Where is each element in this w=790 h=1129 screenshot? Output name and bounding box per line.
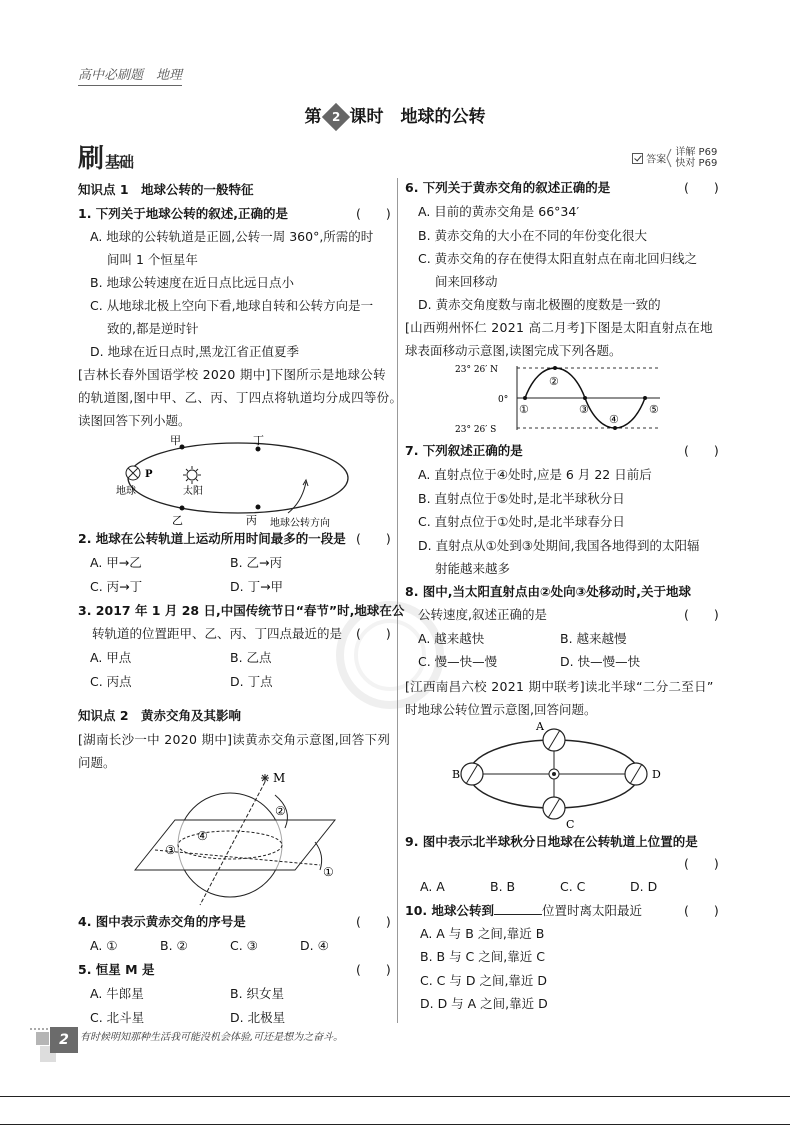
- svg-text:丙: 丙: [246, 514, 257, 527]
- q8-answer-blank: ( ): [684, 607, 719, 622]
- q8-option-a: A. 越来越快: [418, 631, 485, 646]
- q10-stem-start: 10. 地球公转到: [405, 903, 494, 918]
- q8-stem: 8. 图中,当太阳直射点由②处向③处移动时,关于地球: [405, 584, 691, 599]
- orbit-diagram: [110, 430, 350, 530]
- lesson-number: 2: [331, 109, 340, 124]
- answer-detail-page: 详解 P69: [675, 147, 718, 158]
- svg-text:③: ③: [165, 843, 176, 857]
- source-note: 的轨道图,图中甲、乙、丙、丁四点将轨道均分成四等份。: [78, 390, 403, 405]
- source-note: [湖南长沙一中 2020 期中]读黄赤交角示意图,回答下列: [78, 732, 391, 747]
- q5-option-c: C. 北斗星: [90, 1010, 145, 1025]
- q1-answer-blank: ( ): [356, 206, 391, 221]
- q9-answer-blank: ( ): [684, 856, 719, 871]
- q1-option-c: C. 从地球北极上空向下看,地球自转和公转方向是一: [90, 298, 374, 313]
- q2-stem: 2. 地球在公转轨道上运动所用时间最多的一段是: [78, 531, 346, 546]
- q6-option-c: C. 黄赤交角的存在使得太阳直射点在南北回归线之: [418, 251, 698, 266]
- svg-text:M: M: [273, 771, 286, 785]
- q6-option-b: B. 黄赤交角的大小在不同的年份变化很大: [418, 228, 648, 243]
- q5-option-d: D. 北极星: [230, 1010, 286, 1025]
- q6-stem: 6. 下列关于黄赤交角的叙述正确的是: [405, 180, 611, 195]
- check-icon: [632, 153, 643, 164]
- q1-option-c-cont: 致的,都是逆时针: [107, 321, 199, 336]
- q10-option-d: D. D 与 A 之间,靠近 D: [420, 996, 548, 1011]
- page-title: [0, 102, 790, 127]
- q9-stem: 9. 图中表示北半球秋分日地球在公转轨道上位置的是: [405, 834, 698, 849]
- section-heading: [78, 138, 133, 175]
- svg-text:④: ④: [197, 829, 208, 843]
- q5-answer-blank: ( ): [356, 962, 391, 977]
- svg-text:丁: 丁: [253, 434, 264, 447]
- svg-text:A: A: [536, 720, 544, 733]
- footer-motto: 有时候明知那种生活我可能没机会体验,可还是想为之奋斗。: [80, 1032, 344, 1043]
- q10-stem: [405, 903, 642, 919]
- q3-option-a: A. 甲点: [90, 650, 132, 665]
- title-prefix: 第: [304, 107, 322, 127]
- q10-option-a: A. A 与 B 之间,靠近 B: [420, 926, 545, 941]
- source-note: [江西南昌六校 2021 期中联考]读北半球“二分二至日”: [405, 679, 714, 694]
- q7-option-c: C. 直射点位于①处时,是北半球春分日: [418, 514, 625, 529]
- q10-option-b: B. B 与 C 之间,靠近 C: [420, 949, 545, 964]
- solstice-equinox-diagram: [452, 718, 702, 830]
- q4-option-c: C. ③: [230, 938, 258, 953]
- q5-option-a: A. 牛郎星: [90, 986, 144, 1001]
- svg-text:④: ④: [609, 413, 619, 426]
- svg-text:23° 26′ S: 23° 26′ S: [455, 425, 497, 435]
- column-divider: [397, 178, 398, 1023]
- sun-icon: [187, 470, 197, 480]
- q4-answer-blank: ( ): [356, 914, 391, 929]
- q4-option-b: B. ②: [160, 938, 188, 953]
- q5-stem: 5. 恒星 M 是: [78, 962, 155, 977]
- q3-option-d: D. 丁点: [230, 674, 273, 689]
- page-number: 2: [50, 1027, 78, 1053]
- svg-text:23° 26′ N: 23° 26′ N: [455, 365, 499, 375]
- q7-option-d-cont: 射能越来越多: [435, 561, 511, 576]
- q4-option-d: D. ④: [300, 938, 329, 953]
- ecliptic-diagram: [125, 770, 350, 910]
- q3-stem-cont: 转轨道的位置距甲、乙、丙、丁四点最近的是: [92, 626, 343, 641]
- q2-option-d: D. 丁→甲: [230, 579, 284, 594]
- source-note: 时地球公转位置示意图,回答问题。: [405, 702, 597, 717]
- section-label: 基础: [105, 153, 134, 171]
- q7-option-d: D. 直射点从①处到③处期间,我国各地得到的太阳辐: [418, 538, 700, 553]
- q10-option-c: C. C 与 D 之间,靠近 D: [420, 973, 548, 988]
- q8-stem-cont: 公转速度,叙述正确的是: [418, 607, 547, 622]
- q2-option-c: C. 丙→丁: [90, 579, 143, 594]
- svg-text:P: P: [145, 469, 153, 480]
- q6-answer-blank: ( ): [684, 180, 719, 195]
- answer-quick-page: 快对 P69: [675, 158, 718, 169]
- q5-option-b: B. 织女星: [230, 986, 285, 1001]
- bottom-rule: [0, 1096, 790, 1097]
- q9-option-d: D. D: [630, 879, 658, 894]
- q8-option-d: D. 快—慢—快: [560, 654, 641, 669]
- q10-stem-end: 位置时离太阳最近: [542, 903, 643, 918]
- source-note: [山西朔州怀仁 2021 高二月考]下图是太阳直射点在地: [405, 320, 713, 335]
- q6-option-d: D. 黄赤交角度数与南北极圈的度数是一致的: [418, 297, 661, 312]
- q9-option-a: A. A: [420, 879, 445, 894]
- source-note: 问题。: [78, 755, 116, 770]
- title-text: 课时 地球的公转: [349, 107, 486, 127]
- svg-text:B: B: [452, 768, 461, 781]
- svg-text:太阳: 太阳: [183, 486, 203, 497]
- q2-answer-blank: ( ): [356, 531, 391, 546]
- q3-answer-blank: ( ): [356, 626, 391, 641]
- answer-label: 答案: [646, 154, 667, 166]
- bottom-rule: [0, 1124, 790, 1125]
- star-icon: [261, 774, 269, 782]
- svg-text:地球: 地球: [116, 486, 136, 497]
- svg-text:甲: 甲: [170, 434, 181, 447]
- q6-option-c-cont: 间来回移动: [435, 274, 498, 289]
- q7-option-b: B. 直射点位于⑤处时,是北半球秋分日: [418, 491, 625, 506]
- q3-stem: 3. 2017 年 1 月 28 日,中国传统节日“春节”时,地球在公: [78, 603, 405, 618]
- q1-option-b: B. 地球公转速度在近日点比远日点小: [90, 275, 295, 290]
- q1-option-d: D. 地球在近日点时,黑龙江省正值夏季: [90, 344, 300, 359]
- subsolar-point-diagram: [455, 362, 665, 436]
- footer-dots: [30, 1028, 48, 1030]
- svg-text:C: C: [566, 818, 575, 830]
- lesson-number-badge: [321, 103, 349, 131]
- q2-option-b: B. 乙→丙: [230, 555, 282, 570]
- q4-option-a: A. ①: [90, 938, 118, 953]
- q9-option-b: B. B: [490, 879, 516, 894]
- knowledge-point-1: 知识点 1 地球公转的一般特征: [78, 182, 254, 197]
- source-note: [吉林长春外国语学校 2020 期中]下图所示是地球公转: [78, 367, 386, 382]
- q8-option-c: C. 慢—快—慢: [418, 654, 498, 669]
- q2-option-a: A. 甲→乙: [90, 555, 142, 570]
- q3-option-c: C. 丙点: [90, 674, 132, 689]
- source-note: 球表面移动示意图,读图完成下列各题。: [405, 343, 622, 358]
- q4-stem: 4. 图中表示黄赤交角的序号是: [78, 914, 246, 929]
- svg-text:乙: 乙: [172, 514, 183, 527]
- q1-stem: 1. 下列关于地球公转的叙述,正确的是: [78, 206, 289, 221]
- knowledge-point-2: 知识点 2 黄赤交角及其影响: [78, 708, 242, 723]
- svg-text:③: ③: [579, 403, 589, 416]
- svg-text:②: ②: [275, 804, 286, 818]
- svg-text:⑤: ⑤: [649, 403, 659, 416]
- svg-text:D: D: [652, 768, 661, 781]
- q1-option-a-cont: 间叫 1 个恒星年: [107, 252, 198, 267]
- q10-answer-blank: ( ): [684, 903, 719, 918]
- q3-option-b: B. 乙点: [230, 650, 272, 665]
- q1-option-a: A. 地球的公转轨道是正圆,公转一周 360°,所需的时: [90, 229, 374, 244]
- source-note: 读图回答下列小题。: [78, 413, 191, 428]
- answer-reference: [632, 147, 717, 169]
- footer-decoration: [36, 1032, 49, 1045]
- q7-answer-blank: ( ): [684, 443, 719, 458]
- section-char: 刷: [78, 144, 104, 174]
- svg-text:①: ①: [323, 865, 334, 879]
- q9-option-c: C. C: [560, 879, 586, 894]
- q10-fill-blank[interactable]: [494, 903, 542, 915]
- q8-option-b: B. 越来越慢: [560, 631, 627, 646]
- svg-text:①: ①: [519, 403, 529, 416]
- svg-text:地球公转方向: 地球公转方向: [270, 518, 330, 529]
- q7-stem: 7. 下列叙述正确的是: [405, 443, 523, 458]
- book-header: 高中必刷题 地理: [78, 64, 182, 86]
- svg-text:0°: 0°: [498, 395, 509, 405]
- q7-option-a: A. 直射点位于④处时,应是 6 月 22 日前后: [418, 467, 652, 482]
- bracket-icon: [666, 148, 672, 168]
- q6-option-a: A. 目前的黄赤交角是 66°34′: [418, 204, 580, 219]
- svg-text:②: ②: [549, 375, 559, 388]
